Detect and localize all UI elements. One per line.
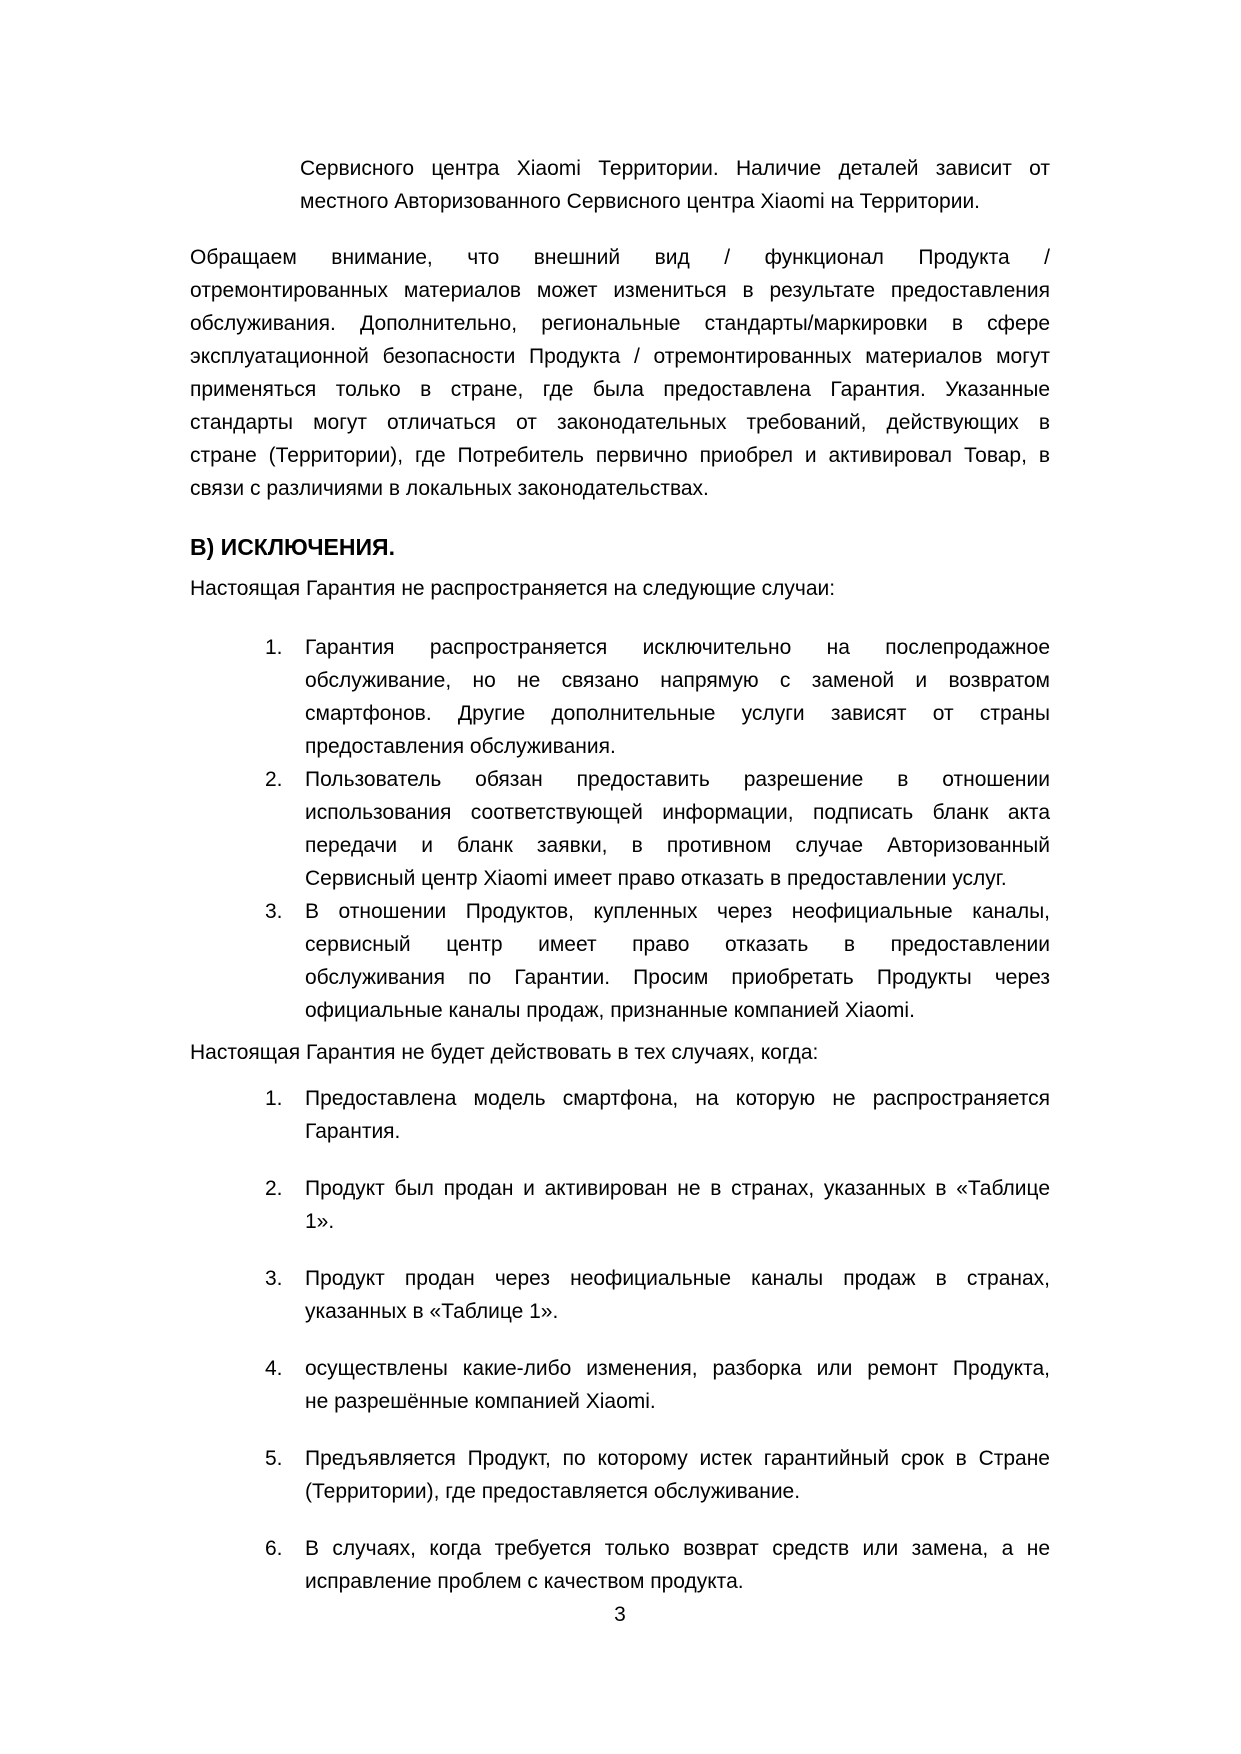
void-list: [190, 1082, 1050, 1598]
list-item-text: Продукт продан через неофициальные каналы продаж в странах, указанных в «Таблице 1».: [305, 1267, 1050, 1323]
list-item: [190, 1262, 1050, 1328]
list-item-number: 1.: [265, 1087, 283, 1110]
list-item-number: 6.: [265, 1537, 283, 1560]
list-item-number: 3.: [265, 1267, 283, 1290]
list-item-text: В случаях, когда требуется только возврат средств или замена, а не исправление проблем с качеством продукта.: [305, 1537, 1050, 1593]
list-item: [190, 763, 1050, 895]
list-item: [190, 1352, 1050, 1418]
list-item: [190, 1082, 1050, 1148]
list-item: [190, 1172, 1050, 1238]
list-item-text: Гарантия распространяется исключительно на послепродажное обслуживание, но не связано напрямую с заменой и возвратом смартфонов. Другие дополнительные услуги зависят от страны предоставления обслуживания.: [305, 636, 1050, 758]
list-item-text: Предоставлена модель смартфона, на которую не распространяется Гарантия.: [305, 1087, 1050, 1143]
list-item-text: Пользователь обязан предоставить разрешение в отношении использования соответствующей информации, подписать бланк акта передачи и бланк заявки, в противном случае Авторизованный Сервисный центр Xiaomi имеет право отказать в предоставлении услуг.: [305, 768, 1050, 890]
continuation-paragraph: Сервисного центра Xiaomi Территории. Наличие деталей зависит от местного Авторизованного Сервисного центра Xiaomi на Территории.: [300, 157, 1050, 213]
exclusions-list: [190, 631, 1050, 1027]
list-item-number: 1.: [265, 636, 283, 659]
list-item-number: 2.: [265, 768, 283, 791]
page-number: 3: [614, 1603, 626, 1626]
list-item-number: 3.: [265, 900, 283, 923]
list-item-text: Продукт был продан и активирован не в странах, указанных в «Таблице 1».: [305, 1177, 1050, 1233]
list-item-number: 5.: [265, 1447, 283, 1470]
exclusions-intro: Настоящая Гарантия не распространяется на следующие случаи:: [190, 577, 836, 600]
list-item-number: 4.: [265, 1357, 283, 1380]
list-item-text: Предъявляется Продукт, по которому истек гарантийный срок в Стране (Территории), где предоставляется обслуживание.: [305, 1447, 1050, 1503]
notice-paragraph: Обращаем внимание, что внешний вид / функционал Продукта / отремонтированных материалов может измениться в результате предоставления обслуживания. Дополнительно, региональные стандарты/маркировки в сфере эксплуатационной безопасности Продукта / отремонтированных материалов могут применяться только в стране, где была предоставлена Гарантия. Указанные стандарты могут отличаться от законодательных требований, действующих в стране (Территории), где Потребитель первично приобрел и активировал Товар, в связи с различиями в локальных законодательствах.: [190, 246, 1050, 500]
list-item-number: 2.: [265, 1177, 283, 1200]
void-intro: Настоящая Гарантия не будет действовать в тех случаях, когда:: [190, 1041, 819, 1064]
section-heading-exclusions: В) ИСКЛЮЧЕНИЯ.: [190, 534, 395, 560]
list-item: [190, 631, 1050, 763]
list-item: [190, 1442, 1050, 1508]
list-item: [190, 1532, 1050, 1598]
list-item: [190, 895, 1050, 1027]
list-item-text: В отношении Продуктов, купленных через неофициальные каналы, сервисный центр имеет право отказать в предоставлении обслуживания по Гарантии. Просим приобретать Продукты через официальные каналы продаж, признанные компанией Xiaomi.: [305, 900, 1050, 1022]
list-item-text: осуществлены какие-либо изменения, разборка или ремонт Продукта, не разрешённые компанией Xiaomi.: [305, 1357, 1050, 1413]
